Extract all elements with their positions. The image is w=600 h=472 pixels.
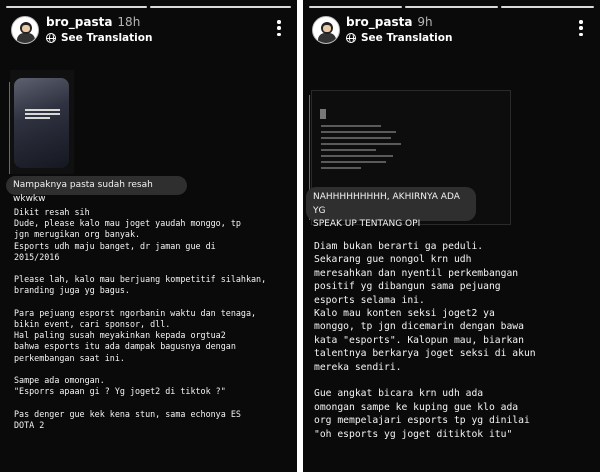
story-header — [46, 15, 140, 29]
story-header — [346, 15, 433, 29]
globe-icon — [46, 33, 56, 43]
more-options-icon[interactable] — [277, 20, 281, 36]
avatar[interactable] — [11, 16, 39, 44]
see-translation-button[interactable] — [346, 32, 452, 44]
reply-bubble: Nampaknya pasta sudah resah wkwkw — [6, 176, 187, 195]
story-body-text: Diam bukan berarti ga peduli. Sekarang gue nongol krn udh meresahkan dan nyentil perkembangan positif yg dibangun sama pejuang esports selama ini. Kalo mau konten seksi joget2 ya monggo, tp jgn dicemarin dengan bawa kata "esports". Kalopun mau, biarkan talentnya berkarya joget seksi di akun mereka sendiri. Gue angkat bicara krn udh ada omongan sampe ke kuping gue klo ada org mempelajari esports tp yg dinilai "oh esports yg joget ditiktok itu" — [314, 241, 536, 440]
story-progress-bar — [309, 6, 594, 8]
globe-icon — [346, 33, 356, 43]
story-progress-bar — [6, 6, 291, 8]
see-translation-label: See Translation — [361, 32, 453, 44]
story-body-text: Dikit resah sih Dude, please kalo mau joget yaudah monggo, tp jgn merugikan org banyak. Esports udh maju banget, dr jaman gue di 2015/2016 Please lah, kalo mau berjuang kompetitif silahkan, branding juga yg bagus. Para pejuang esporst ngorbanin waktu dan tenaga, bikin event, cari sponsor, dll. Hal paling susah meyakinkan kepada orgtua2 bahwa esports itu ada dampak bagusnya dengan perkembangan saat ini. Sampe ada omongan. "Esporrs apaan gi ? Yg joget2 di tiktok ?" Pas denger gue kek kena stun, sama echonya ES DOTA 2 — [14, 207, 267, 430]
see-translation-button[interactable] — [46, 32, 152, 44]
more-options-icon[interactable] — [579, 20, 583, 36]
avatar[interactable] — [312, 16, 340, 44]
quoted-story-thumbnail[interactable] — [14, 78, 69, 168]
see-translation-label: See Translation — [61, 32, 153, 44]
time-ago: 18h — [117, 15, 141, 29]
story-right[interactable] — [303, 0, 600, 472]
reply-bubble: NAHHHHHHHHH, AKHIRNYA ADA YG SPEAK UP TENTANG OPI — [306, 187, 476, 221]
story-left[interactable] — [0, 0, 297, 472]
username[interactable]: bro_pasta — [346, 15, 413, 29]
username[interactable]: bro_pasta — [46, 15, 113, 29]
time-ago: 9h — [417, 15, 433, 29]
